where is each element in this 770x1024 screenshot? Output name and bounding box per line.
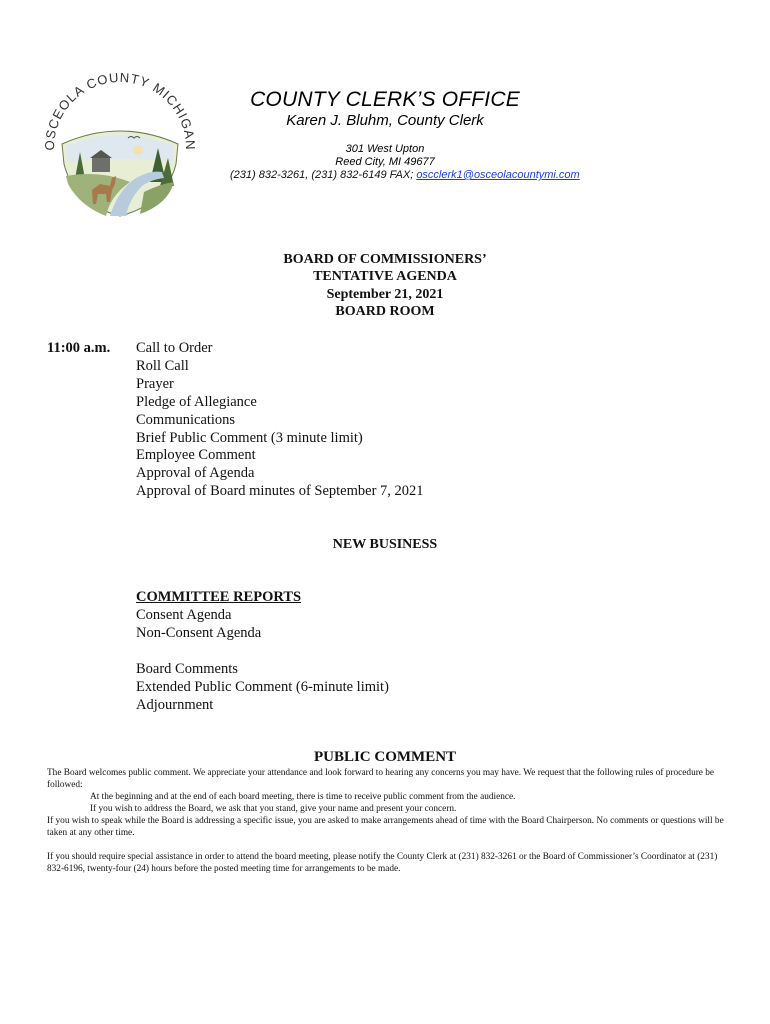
list-item: Roll Call — [136, 357, 189, 374]
list-item: Call to Order — [136, 340, 213, 356]
closing-items-list — [136, 661, 389, 715]
list-item: Brief Public Comment (3 minute limit) — [136, 429, 363, 446]
list-item: Prayer — [136, 375, 174, 392]
public-comment-specific-issue: If you wish to speak while the Board is addressing a specific issue, you are asked to make arrangements ahead of time with the Board Chairperson. No comments or questions will be taken at any other time. — [47, 816, 724, 838]
seal-arc-text: OSCEOLA COUNTY MICHIGAN — [41, 69, 199, 151]
public-comment-heading: PUBLIC COMMENT — [313, 749, 457, 765]
list-item: Extended Public Comment (6-minute limit) — [136, 678, 389, 695]
new-business-heading: NEW BUSINESS — [332, 537, 438, 552]
clerk-name: Karen J. Bluhm, County Clerk — [286, 112, 484, 129]
opening-items-list — [136, 340, 424, 501]
public-comment-rule-1: At the beginning and at the end of each board meeting, there is time to receive public comment from the audience. — [90, 792, 516, 802]
address-line-2: Reed City, MI 49677 — [335, 156, 435, 168]
address-line-1: 301 West Upton — [345, 143, 425, 155]
county-seal-logo — [40, 66, 200, 226]
office-title: COUNTY CLERK’S OFFICE — [250, 88, 520, 111]
contact-line — [230, 169, 580, 181]
list-item: Pledge of Allegiance — [136, 393, 257, 410]
agenda-date: September 21, 2021 — [326, 287, 444, 302]
public-comment-rule-2: If you wish to address the Board, we ask that you stand, give your name and present your concern. — [90, 804, 457, 814]
committee-reports-section — [136, 589, 301, 643]
list-item: Adjournment — [136, 696, 214, 713]
phone-fax: (231) 832-3261, (231) 832-6149 FAX; — [230, 169, 417, 181]
agenda-heading-line-1: BOARD OF COMMISSIONERS’ — [283, 252, 487, 267]
public-comment-intro: The Board welcomes public comment. We appreciate your attendance and look forward to hearing any concerns you may have. We request that the following rules of procedure be followed: — [47, 768, 715, 790]
agenda-location: BOARD ROOM — [335, 304, 435, 319]
list-item: Consent Agenda — [136, 606, 232, 623]
list-item: Approval of Agenda — [136, 465, 255, 482]
list-item: Approval of Board minutes of September 7, 2021 — [136, 483, 424, 500]
special-assistance-note: If you should require special assistance in order to attend the board meeting, please notify the County Clerk at (231) 832-3261 or the Board of Commissioner’s Coordinator at (231) 832-6196, twenty-four (24) hours before the posted meeting time for arrangements to be made. — [47, 852, 718, 874]
meeting-time: 11:00 a.m. — [47, 340, 111, 356]
list-item: Board Comments — [136, 661, 238, 677]
email-link[interactable]: oscclerk1@osceolacountymi.com — [416, 169, 580, 181]
list-item: Employee Comment — [136, 447, 256, 464]
agenda-heading-line-2: TENTATIVE AGENDA — [313, 269, 457, 284]
committee-reports-heading: COMMITTEE REPORTS — [136, 589, 302, 605]
list-item: Communications — [136, 411, 236, 428]
list-item: Non-Consent Agenda — [136, 624, 262, 641]
